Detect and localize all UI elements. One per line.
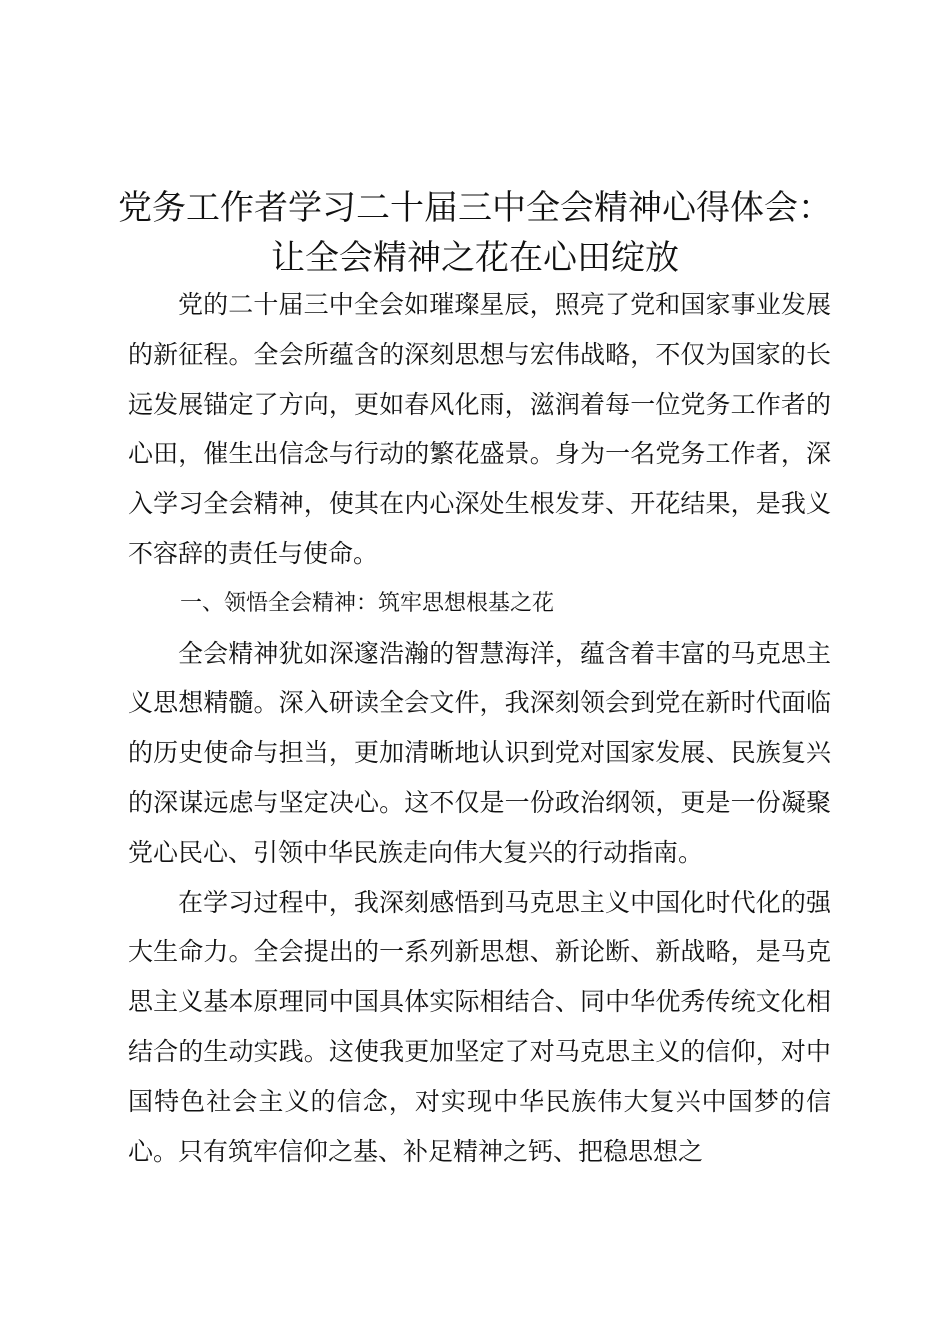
- title-line-2: 让全会精神之花在心田绽放: [271, 238, 679, 278]
- section1-paragraph-1: 全会精神犹如深邃浩瀚的智慧海洋，蕴含着丰富的马克思主义思想精髓。深入研读全会文件，我深刻领会到党在新时代面临的历史使命与担当，更加清晰地认识到党对国家发展、民族复兴的深谋远虑与坚定决心。这不仅是一份政治纲领，更是一份凝聚党心民心、引领中华民族走向伟大复兴的行动指南。: [128, 638, 831, 867]
- document-title: [60, 183, 890, 283]
- intro-paragraph: 党的二十届三中全会如璀璨星辰，照亮了党和国家事业发展的新征程。全会所蕴含的深刻思想与宏伟战略，不仅为国家的长远发展锚定了方向，更如春风化雨，滋润着每一位党务工作者的心田，催生出信念与行动的繁花盛景。身为一名党务工作者，深入学习全会精神，使其在内心深处生根发芽、开花结果，是我义不容辞的责任与使命。: [128, 290, 831, 568]
- document-body: [128, 280, 831, 1176]
- title-line-1: 党务工作者学习二十届三中全会精神心得体会：: [118, 188, 832, 228]
- section1-paragraph-2: 在学习过程中，我深刻感悟到马克思主义中国化时代化的强大生命力。全会提出的一系列新思想、新论断、新战略，是马克思主义基本原理同中国具体实际相结合、同中华优秀传统文化相结合的生动实践。这使我更加坚定了对马克思主义的信仰，对中国特色社会主义的信念，对实现中华民族伟大复兴中国梦的信心。只有筑牢信仰之基、补足精神之钙、把稳思想之: [128, 887, 831, 1166]
- section-heading-1: 一、领悟全会精神：筑牢思想根基之花: [180, 590, 555, 616]
